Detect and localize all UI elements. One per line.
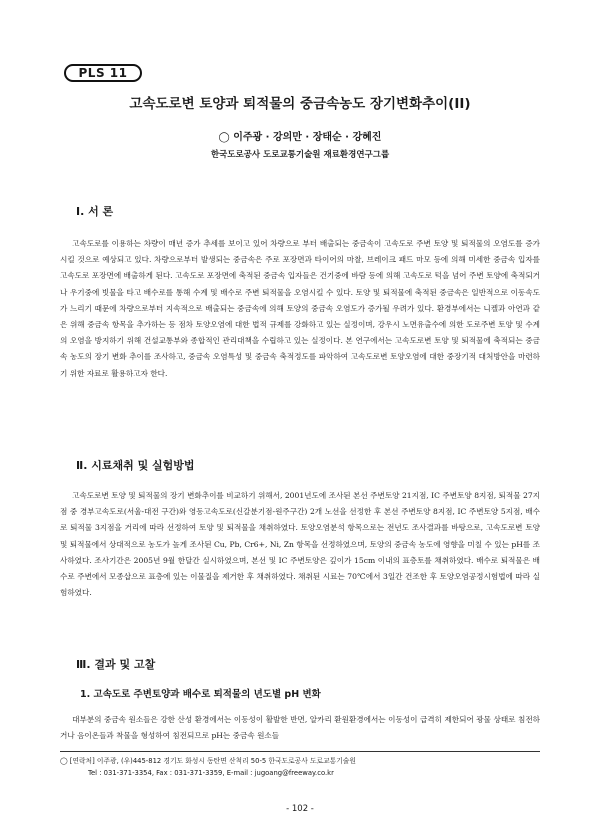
footnote-phone: Tel : 031-371-3354, Fax : 031-371-3359, E-mail : jugoang@freeway.co.kr <box>88 769 334 777</box>
session-badge: PLS 11 <box>64 64 142 82</box>
page-number: - 102 - <box>286 804 314 814</box>
footnote-contact: ◯ [연락처] 이주광, (우)445-812 경기도 화성시 동탄면 산척리 50-5 한국도로공사 도로교통기술원 <box>60 757 356 765</box>
affiliation: 한국도로공사 도로교통기술원 재료환경연구그룹 <box>210 150 390 160</box>
footnote-divider <box>60 751 540 752</box>
methods-paragraph: 고속도로변 토양 및 퇴적물의 장기 변화추이를 비교하기 위해서, 2001년도에 조사된 본선 주변토양 21지점, IC 주변토양 8지점, 퇴적물 27지점 중 경부고속도로(서울-대전 구간)와 영동고속도로(신갈분기점-원주구간) 2개 노선을 선정한 후 본선 주변토양 8지점, IC 주변토양 5지점, 배수로 퇴적물 3지점을 거리에 따라 선정하여 토양 및 퇴적물을 채취하였다. 토양오염분석 항목으로는 전년도 조사결과를 바탕으로, 고속도로변 토양 및 퇴적물에서 상대적으로 농도가 높게 조사된 Cu, Pb, Cr6+, Ni, Zn 항목을 선정하였으며, 토양의 중금속 농도에 영향을 미칠 수 있는 pH를 조사하였다. 조사기간은 2005년 9월 한달간 실시하였으며, 본선 및 IC 주변토양은 깊이가 15cm 이내의 표층토를 채취하였다. 배수로 퇴적물은 배수로 주변에서 모종삽으로 표층에 있는 이물질을 제거한 후 채취하였다. 채취된 시료는 70℃에서 3일간 건조한 후 토양오염공정시험법에 따라 실험하였다. <box>60 491 540 598</box>
intro-paragraph: 고속도로를 이용하는 차량이 매년 증가 추세를 보이고 있어 차량으로 부터 배출되는 중금속이 고속도로 주변 토양 및 퇴적물의 오염도를 증가시킬 것으로 예상되고 있다. 차량으로부터 발생되는 중금속은 주로 포장면과 타이어의 마찰, 브레이크 패드 마모 등에 의해 미세한 중금속 입자를 고속도로 포장면에 배출하게 된다. 고속도로 포장면에 축적된 중금속 입자들은 건기중에 바람 등에 의해 고속도로 턱을 넘어 주변 토양에 축적되거나 우기중에 빗물을 타고 배수로를 통해 수계 및 배수로 주변 퇴적물을 오염시킬 수 있다. 토양 및 퇴적물에 축적된 중금속은 일반적으로 이동속도가 느리기 때문에 차량으로부터 지속적으로 배출되는 중금속에 의해 토양의 중금속 오염도가 증가될 우려가 있다. 환경부에서는 니켈과 아연과 같은 위해 중금속 항목을 추가하는 등 점차 토양오염에 대한 법적 규제를 강화하고 있는 실정이며, 강우시 노면유출수에 의한 도로주변 토양 및 수계의 오염을 방지하기 위해 건설교통부와 종합적인 관리대책을 수립하고 있는 실정이다. 본 연구에서는 고속도로변 토양 및 퇴적물에 축적되는 중금속 농도의 장기 변화 추이를 조사하고, 중금속 오염특성 및 중금속 축적정도를 파악하여 고속도로변 토양오염에 대한 중장기적 대처방안을 마련하기 위한 자료로 활용하고자 한다. <box>60 239 540 378</box>
results-paragraph: 대부분의 중금속 원소들은 강한 산성 환경에서는 이동성이 활발한 반면, 알카리 환원환경에서는 이동성이 급격히 제한되어 광물 상태로 침전하거나 음이온들과 착물을 형성하여 침전되므로 pH는 중금속 원소들 <box>60 715 540 741</box>
intro-heading: Ⅰ. 서 론 <box>76 205 114 218</box>
author-list: ◯ 이주광 · 강의만 · 장태순 · 강혜진 <box>218 132 382 143</box>
results-heading: Ⅲ. 결과 및 고찰 <box>76 658 156 671</box>
paper-title: 고속도로변 토양과 퇴적물의 중금속농도 장기변화추이(II) <box>129 96 471 112</box>
methods-heading: Ⅱ. 시료채취 및 실험방법 <box>76 459 195 472</box>
results-subheading: 1. 고속도로 주변토양과 배수로 퇴적물의 년도별 pH 변화 <box>80 689 321 700</box>
